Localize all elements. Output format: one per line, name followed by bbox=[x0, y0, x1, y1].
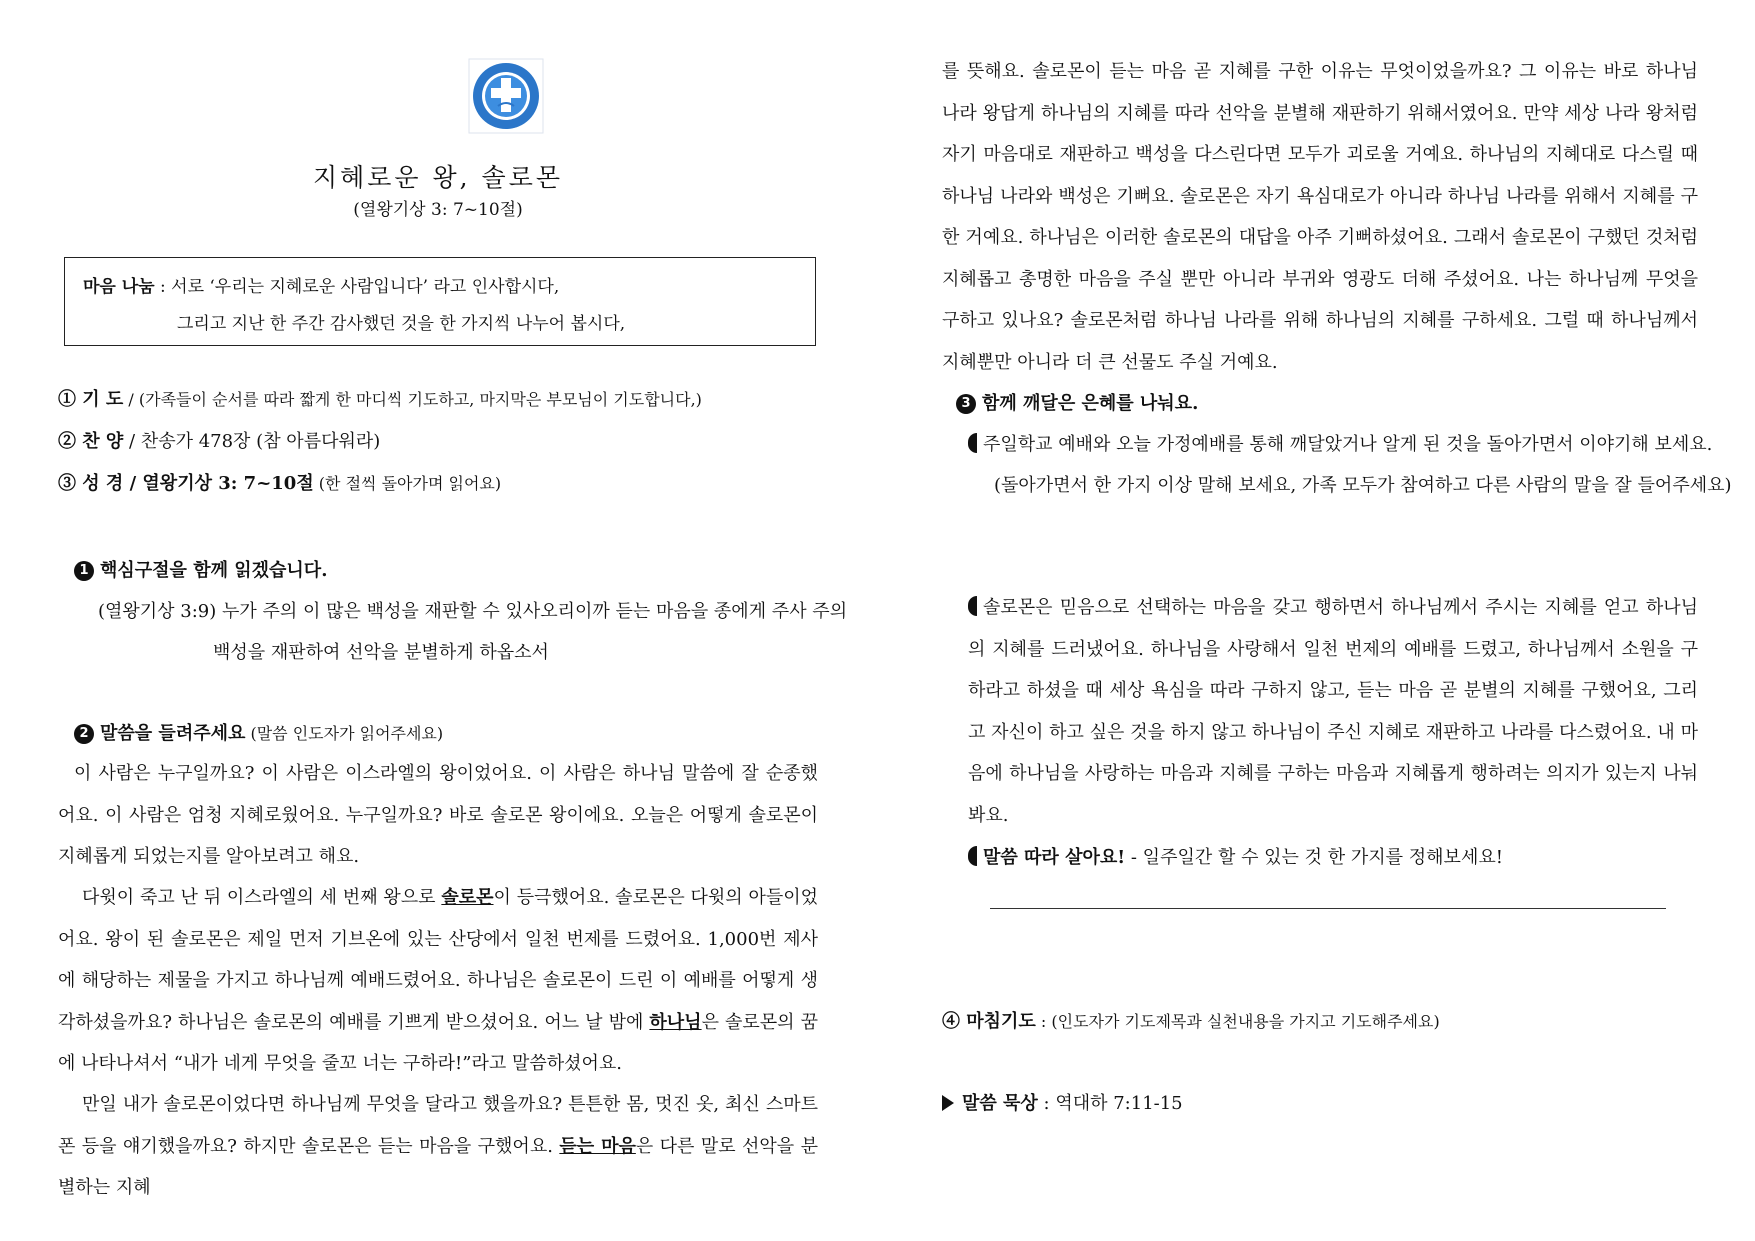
p3-text-a: 만일 내가 솔로몬이었다면 하나님께 무엇을 달라고 했을까요? 튼튼한 몸, 멋진 옷, 최신 스마트폰 등을 얘기했을까요? 하지만 솔로몬은 듣는 마음을 구했어요. bbox=[58, 1094, 818, 1157]
message-continuation: 를 뜻해요. 솔로몬이 듣는 마음 곧 지혜를 구한 이유는 무엇이었을까요? 그 이유는 바로 하나님 나라 왕답게 하나님의 지혜를 따라 선악을 분별해 재판하기 위해서였어요. 만약 세상 나라 왕처럼 자기 마음대로 재판하고 백성을 다스린다면 모두가 괴로울 거예요. 하나님의 지혜대로 다스릴 때 하나님 나라와 백성은 기뻐요. 솔로몬은 자기 욕심대로가 아니라 하나님 나라를 위해서 지혜를 구한 거예요. 하나님은 이러한 솔로몬의 대답을 아주 기뻐하셨어요. 그래서 솔로몬이 구했던 것처럼 지혜롭고 총명한 마음을 주실 뿐만 아니라 부귀와 영광도 더해 주셨어요. 나는 하나님께 무엇을 구하고 있나요? 솔로몬처럼 하나님 나라를 위해 하나님의 지혜를 구하세요. 그럴 때 하나님께서 지혜뿐만 아니라 더 큰 선물도 주실 거예요. bbox=[942, 61, 1698, 373]
answer-line bbox=[990, 908, 1666, 909]
question-2-text: 솔로몬은 믿음으로 선택하는 마음을 갖고 행하면서 하나님께서 주시는 지혜를 얻고 하나님의 지혜를 드러냈어요. 하나님을 사랑해서 일천 번제의 예배를 드렸고, 하나님께서 소원을 구하라고 하셨을 때 세상 욕심을 따라 구하지 않고, 듣는 마음 곧 분별의 지혜를 구했어요, 그리고 자신이 하고 싶은 것을 하지 않고 하나님이 주신 지혜로 재판하고 나라를 다스렸어요. 내 마음에 하나님을 사랑하는 마음과 지혜를 구하는 마음과 지혜롭게 행하려는 의지가 있는지 나눠봐요. bbox=[968, 597, 1698, 826]
order-prayer-text: / (가족들이 순서를 따라 짧게 한 마디씩 기도하고, 마지막은 부모님이 기도합니다,) bbox=[123, 390, 702, 409]
question-3-bold: 말씀 따라 살아요! bbox=[983, 847, 1126, 868]
order-hymn-label: ② 찬 양 bbox=[58, 431, 124, 452]
order-bible-text: (한 절씩 돌아가며 읽어요) bbox=[313, 474, 502, 493]
p2-text-a: 다윗이 죽고 난 뒤 이스라엘의 세 번째 왕으로 bbox=[82, 887, 442, 908]
closing-prayer bbox=[942, 1007, 1440, 1033]
key-verse-line-1: (열왕기상 3:9) 누가 주의 이 많은 백성을 재판할 수 있사오리이까 듣는 마음을 종에게 주사 주의 bbox=[98, 601, 848, 622]
key-verse-line-2: 백성을 재판하여 선악을 분별하게 하옵소서 bbox=[213, 642, 549, 663]
sharing-line-2: 그리고 지난 한 주간 감사했던 것을 한 가지씩 나누어 봅시다, bbox=[177, 314, 626, 334]
p3-underline-listening-heart: 듣는 마음 bbox=[559, 1135, 636, 1157]
meditation-text: : 역대하 7:11-15 bbox=[1037, 1093, 1183, 1114]
order-prayer-label: ① 기 도 bbox=[58, 389, 124, 410]
share-grace-heading bbox=[956, 389, 1198, 415]
message-heading bbox=[74, 719, 443, 745]
question-1 bbox=[968, 430, 1712, 456]
order-bible bbox=[58, 469, 501, 495]
sharing-box bbox=[64, 257, 816, 346]
church-logo-icon bbox=[468, 58, 544, 134]
order-hymn-text: / 찬송가 478장 (참 아름다워라) bbox=[123, 431, 381, 452]
closing-prayer-text: : (인도자가 기도제목과 실천내용을 가지고 기도해주세요) bbox=[1035, 1012, 1440, 1031]
key-verse-heading bbox=[74, 556, 327, 582]
question-2 bbox=[968, 587, 1698, 836]
message-paragraph-3 bbox=[58, 1084, 818, 1209]
p2-text-b: 이 등극했어요. 솔로몬은 다윗의 아들이었어요. 왕이 된 솔로몬은 제일 먼저 기브온에 있는 산당에서 일천 번제를 드렸어요. 1,000번 제사에 해당하는 제물을 가지고 하나님께 예배드렸어요. 하나님은 솔로몬이 드린 이 예배를 어떻게 생각하셨을까요? 하나님은 솔로몬의 예배를 기쁘게 받으셨어요. 어느 날 밤에 bbox=[58, 887, 819, 1033]
p2-text-c: 은 솔로몬의 꿈에 나타나셔서 “내가 네게 무엇을 줄꼬 너는 구하라!”라고 말씀하셨어요. bbox=[58, 1011, 818, 1074]
section-number-3: 3 bbox=[956, 394, 976, 414]
order-bible-label: ③ 성 경 / 열왕기상 3: 7~10절 bbox=[58, 473, 314, 494]
key-verse-title: 핵심구절을 함께 읽겠습니다. bbox=[100, 560, 328, 581]
meditation bbox=[942, 1089, 1183, 1115]
sharing-label: 마음 나눔 bbox=[83, 277, 155, 297]
triangle-bullet-icon bbox=[942, 1095, 954, 1111]
order-hymn bbox=[58, 427, 380, 453]
message-title: 말씀을 들려주세요 bbox=[100, 723, 246, 744]
meditation-label: 말씀 묵상 bbox=[962, 1093, 1038, 1114]
p2-underline-solomon: 솔로몬 bbox=[441, 887, 494, 908]
closing-prayer-label: ④ 마침기도 bbox=[942, 1011, 1036, 1032]
question-3-text: - 일주일간 할 수 있는 것 한 가지를 정해보세요! bbox=[1125, 847, 1503, 868]
message-paragraph-1: 이 사람은 누구일까요? 이 사람은 이스라엘의 왕이었어요. 이 사람은 하나님 말씀에 잘 순종했어요. 이 사람은 엄청 지혜로웠어요. 누구일까요? 바로 솔로몬 왕이에요. 오늘은 어떻게 솔로몬이 지혜롭게 되었는지를 알아보려고 해요. bbox=[58, 763, 818, 867]
message-note: (말씀 인도자가 읽어주세요) bbox=[245, 724, 444, 743]
question-3 bbox=[968, 843, 1503, 869]
question-1-text: 주일학교 예배와 오늘 가정예배를 통해 깨달았거나 알게 된 것을 돌아가면서 이야기해 보세요. bbox=[983, 434, 1713, 455]
section-number-1: 1 bbox=[74, 561, 94, 581]
p3-text-b: 은 다른 말로 선악을 분별하는 지혜 bbox=[58, 1135, 818, 1198]
page-subtitle: (열왕기상 3: 7~10절) bbox=[353, 200, 523, 220]
question-1-note: (돌아가면서 한 가지 이상 말해 보세요, 가족 모두가 참여하고 다른 사람의 말을 잘 들어주세요) bbox=[994, 475, 1732, 496]
page-title: 지혜로운 왕, 솔로몬 bbox=[312, 163, 564, 192]
order-prayer bbox=[58, 385, 702, 411]
bullet-1-icon bbox=[968, 433, 977, 453]
bullet-2-icon bbox=[968, 596, 977, 616]
sharing-text-1: : 서로 ‘우리는 지혜로운 사람입니다’ 라고 인사합시다, bbox=[154, 277, 560, 297]
message-paragraph-2 bbox=[58, 877, 818, 1085]
p2-underline-god: 하나님 bbox=[649, 1011, 702, 1033]
bullet-3-icon bbox=[968, 846, 977, 866]
sharing-line-1 bbox=[83, 272, 559, 297]
section-number-2: 2 bbox=[74, 724, 94, 744]
share-grace-title: 함께 깨달은 은혜를 나눠요. bbox=[982, 393, 1199, 414]
